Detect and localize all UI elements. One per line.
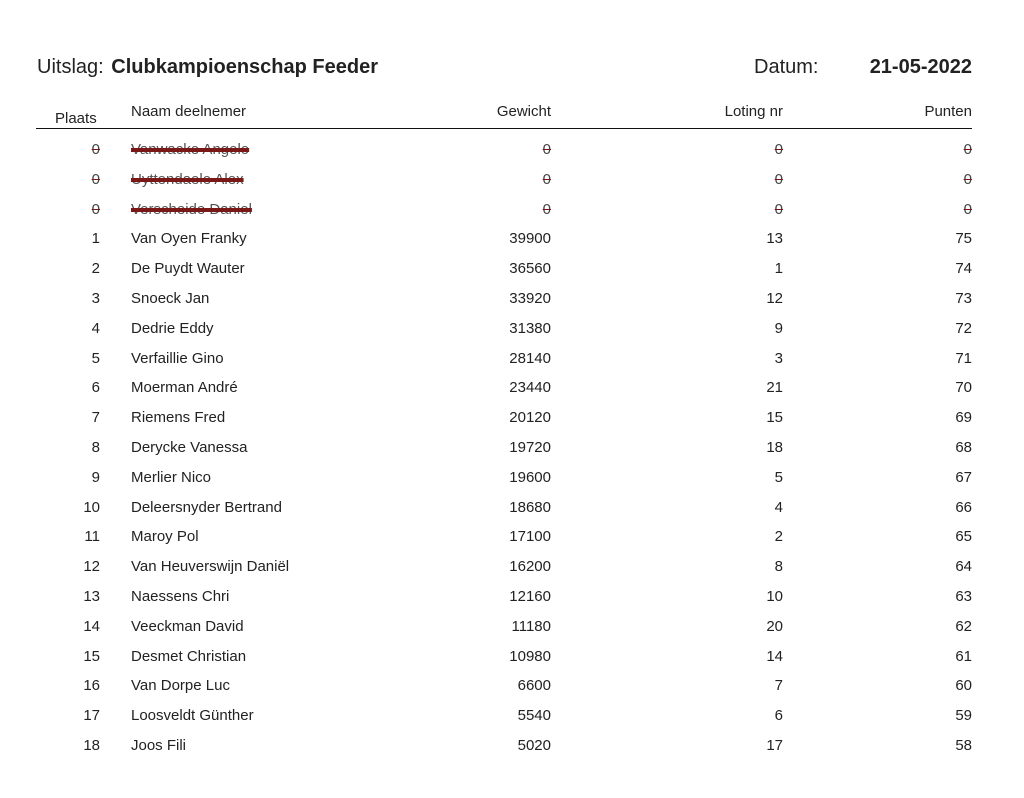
cell-naam: Snoeck Jan bbox=[131, 289, 210, 307]
cell-gewicht: 23440 bbox=[509, 379, 551, 397]
cell-loting: 13 bbox=[766, 230, 783, 248]
table-row bbox=[0, 672, 1024, 702]
cell-plaats: 3 bbox=[91, 289, 100, 307]
cell-gewicht: 5020 bbox=[517, 736, 551, 754]
cell-plaats: 0 bbox=[91, 141, 100, 158]
cell-punten: 71 bbox=[955, 349, 972, 367]
cell-gewicht: 18680 bbox=[509, 498, 551, 516]
table-row bbox=[0, 255, 1024, 285]
cell-gewicht: 33920 bbox=[509, 289, 551, 307]
cell-plaats: 7 bbox=[91, 409, 100, 427]
cell-loting: 10 bbox=[766, 587, 783, 605]
column-header-naam: Naam deelnemer bbox=[131, 103, 247, 120]
table-row bbox=[0, 643, 1024, 673]
cell-loting: 15 bbox=[766, 409, 783, 427]
cell-gewicht: 0 bbox=[542, 141, 551, 158]
cell-gewicht: 28140 bbox=[509, 349, 551, 367]
column-header-plaats: Plaats bbox=[55, 110, 97, 127]
cell-punten: 64 bbox=[955, 558, 972, 576]
cell-loting: 0 bbox=[774, 170, 783, 188]
cell-gewicht: 10980 bbox=[509, 647, 551, 665]
page-title bbox=[37, 56, 378, 79]
cell-loting: 21 bbox=[766, 379, 783, 397]
table-row-struck bbox=[0, 196, 1024, 226]
cell-naam: Riemens Fred bbox=[131, 409, 226, 427]
cell-loting: 12 bbox=[766, 289, 783, 307]
cell-plaats: 2 bbox=[91, 260, 100, 278]
header-divider bbox=[36, 128, 972, 129]
cell-naam: Joos Fili bbox=[131, 736, 187, 754]
cell-plaats: 9 bbox=[91, 468, 100, 486]
cell-loting: 6 bbox=[774, 707, 783, 725]
table-row bbox=[0, 494, 1024, 524]
cell-naam: Loosveldt Günther bbox=[131, 707, 254, 725]
cell-plaats: 13 bbox=[83, 587, 100, 605]
cell-naam: Verfaillie Gino bbox=[131, 349, 224, 367]
cell-naam: De Puydt Wauter bbox=[131, 260, 245, 278]
cell-punten: 69 bbox=[955, 409, 972, 427]
cell-plaats: 16 bbox=[83, 677, 100, 695]
cell-naam: Veeckman David bbox=[131, 617, 244, 635]
cell-naam: Naessens Chri bbox=[131, 587, 230, 605]
cell-loting: 2 bbox=[774, 528, 783, 546]
cell-punten: 62 bbox=[955, 617, 972, 635]
cell-loting: 5 bbox=[774, 468, 783, 486]
table-row-struck bbox=[0, 136, 1024, 166]
cell-loting: 0 bbox=[774, 141, 783, 158]
cell-punten: 74 bbox=[955, 260, 972, 278]
table-row bbox=[0, 434, 1024, 464]
competition-name: Clubkampioenschap Feeder bbox=[111, 56, 379, 78]
cell-naam: Moerman André bbox=[131, 379, 238, 397]
cell-gewicht: 36560 bbox=[509, 260, 551, 278]
table-row bbox=[0, 553, 1024, 583]
cell-naam: Uyttendaele Alex bbox=[131, 170, 244, 188]
cell-plaats: 8 bbox=[91, 438, 100, 456]
cell-punten: 0 bbox=[963, 170, 972, 188]
table-row bbox=[0, 225, 1024, 255]
table-row bbox=[0, 732, 1024, 762]
cell-naam: Derycke Vanessa bbox=[131, 438, 248, 456]
cell-punten: 75 bbox=[955, 230, 972, 248]
cell-naam: Van Oyen Franky bbox=[131, 230, 247, 248]
cell-loting: 7 bbox=[774, 677, 783, 695]
column-header-punten: Punten bbox=[924, 103, 972, 120]
cell-plaats: 14 bbox=[83, 617, 100, 635]
table-row bbox=[0, 285, 1024, 315]
cell-naam: Deleersnyder Bertrand bbox=[131, 498, 282, 516]
cell-punten: 65 bbox=[955, 528, 972, 546]
cell-loting: 0 bbox=[774, 200, 783, 218]
cell-naam: Verscheide Daniel bbox=[131, 200, 252, 218]
cell-punten: 73 bbox=[955, 289, 972, 307]
cell-gewicht: 6600 bbox=[517, 677, 551, 695]
cell-gewicht: 12160 bbox=[509, 587, 551, 605]
table-row bbox=[0, 464, 1024, 494]
cell-loting: 9 bbox=[774, 319, 783, 337]
cell-gewicht: 16200 bbox=[509, 558, 551, 576]
cell-gewicht: 17100 bbox=[509, 528, 551, 546]
cell-plaats: 5 bbox=[91, 349, 100, 367]
table-row bbox=[0, 404, 1024, 434]
cell-naam: Desmet Christian bbox=[131, 647, 247, 665]
cell-punten: 72 bbox=[955, 319, 972, 337]
table-row bbox=[0, 315, 1024, 345]
cell-gewicht: 19600 bbox=[509, 468, 551, 486]
cell-loting: 4 bbox=[774, 498, 783, 516]
cell-punten: 0 bbox=[963, 141, 972, 158]
cell-loting: 17 bbox=[766, 736, 783, 754]
cell-plaats: 1 bbox=[91, 230, 100, 248]
column-header-gewicht: Gewicht bbox=[496, 103, 551, 120]
cell-punten: 68 bbox=[955, 438, 972, 456]
cell-loting: 1 bbox=[774, 260, 783, 278]
title-prefix: Uitslag: bbox=[37, 56, 104, 78]
cell-punten: 61 bbox=[955, 647, 972, 665]
cell-naam: Maroy Pol bbox=[131, 528, 199, 546]
table-row-struck bbox=[0, 166, 1024, 196]
cell-naam: Van Heuverswijn Daniël bbox=[131, 558, 290, 576]
cell-punten: 66 bbox=[955, 498, 972, 516]
table-row bbox=[0, 613, 1024, 643]
cell-plaats: 0 bbox=[91, 200, 100, 218]
table-row bbox=[0, 702, 1024, 732]
cell-punten: 63 bbox=[955, 587, 972, 605]
cell-punten: 59 bbox=[955, 707, 972, 725]
cell-gewicht: 0 bbox=[542, 170, 551, 188]
cell-loting: 18 bbox=[766, 438, 783, 456]
cell-punten: 70 bbox=[955, 379, 972, 397]
cell-punten: 67 bbox=[955, 468, 972, 486]
cell-plaats: 10 bbox=[83, 498, 100, 516]
cell-punten: 60 bbox=[955, 677, 972, 695]
cell-loting: 3 bbox=[774, 349, 783, 367]
cell-plaats: 4 bbox=[91, 319, 100, 337]
cell-plaats: 18 bbox=[83, 736, 100, 754]
cell-naam: Merlier Nico bbox=[131, 468, 212, 486]
cell-gewicht: 5540 bbox=[517, 707, 551, 725]
table-row bbox=[0, 583, 1024, 613]
cell-plaats: 17 bbox=[83, 707, 100, 725]
cell-plaats: 0 bbox=[91, 170, 100, 188]
cell-naam: Vanwacke Angelo bbox=[131, 141, 250, 158]
cell-plaats: 6 bbox=[91, 379, 100, 397]
cell-loting: 8 bbox=[774, 558, 783, 576]
cell-gewicht: 39900 bbox=[509, 230, 551, 248]
cell-plaats: 15 bbox=[83, 647, 100, 665]
cell-gewicht: 11180 bbox=[511, 617, 551, 635]
column-header-loting: Loting nr bbox=[724, 103, 783, 120]
cell-plaats: 12 bbox=[83, 558, 100, 576]
date-label: Datum: bbox=[754, 56, 819, 78]
results-table bbox=[0, 136, 1024, 762]
cell-punten: 58 bbox=[955, 736, 972, 754]
cell-loting: 14 bbox=[766, 647, 783, 665]
date-value: 21-05-2022 bbox=[869, 56, 972, 78]
table-row bbox=[0, 345, 1024, 375]
table-row bbox=[0, 523, 1024, 553]
cell-gewicht: 20120 bbox=[509, 409, 551, 427]
cell-naam: Dedrie Eddy bbox=[131, 319, 214, 337]
cell-gewicht: 19720 bbox=[509, 438, 551, 456]
cell-punten: 0 bbox=[963, 200, 972, 218]
cell-loting: 20 bbox=[766, 617, 783, 635]
table-row bbox=[0, 374, 1024, 404]
cell-plaats: 11 bbox=[84, 528, 100, 546]
cell-gewicht: 0 bbox=[542, 200, 551, 218]
cell-gewicht: 31380 bbox=[509, 319, 551, 337]
cell-naam: Van Dorpe Luc bbox=[131, 677, 230, 695]
